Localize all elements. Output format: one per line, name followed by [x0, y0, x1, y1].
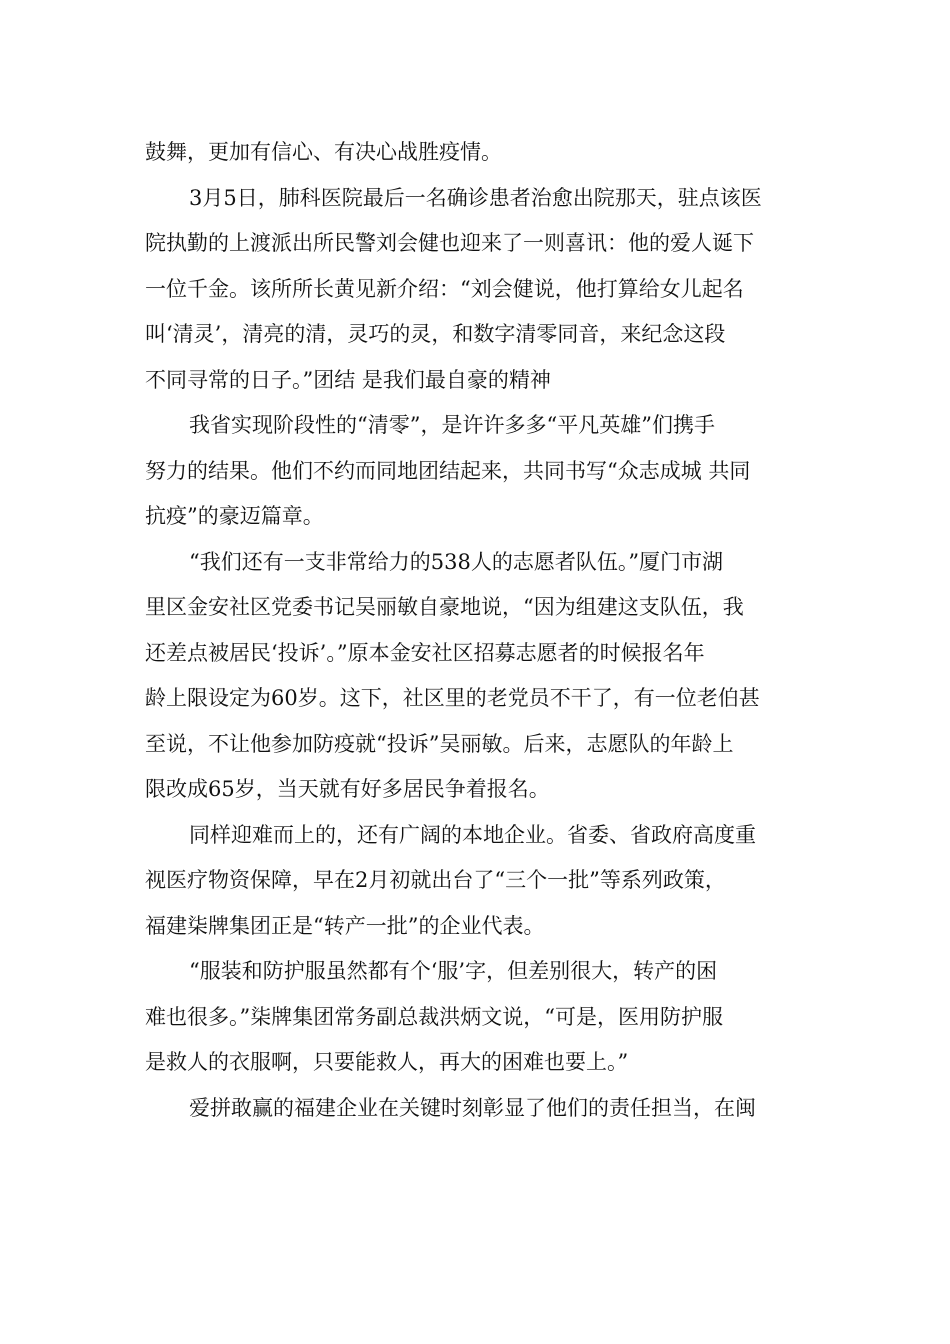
text-line: 视医疗物资保障，早在2月初就出台了“三个一批”等系列政策，	[145, 868, 726, 892]
text-line: 叫‘清灵’，清亮的清，灵巧的灵，和数字清零同音，来纪念这段	[145, 322, 726, 346]
text-line: “我们还有一支非常给力的538人的志愿者队伍。”厦门市湖	[189, 549, 724, 574]
text-line: 我省实现阶段性的“清零”，是许许多多“平凡英雄”们携手	[189, 413, 715, 437]
text-line: 一位千金。该所所长黄见新介绍：“刘会健说，他打算给女儿起名	[145, 276, 744, 301]
text-line: 3月5日，肺科医院最后一名确诊患者治愈出院那天，驻点该医	[189, 185, 762, 210]
text-line: 还差点被居民‘投诉’。”原本金安社区招募志愿者的时候报名年	[145, 640, 705, 665]
text-line: 鼓舞，更加有信心、有决心战胜疫情。	[145, 140, 502, 164]
text-line: 是救人的衣服啊，只要能救人，再大的困难也要上。”	[145, 1050, 629, 1074]
text-line: 同样迎难而上的，还有广阔的本地企业。省委、省政府高度重	[189, 822, 756, 847]
text-line: 福建柒牌集团正是“转产一批”的企业代表。	[145, 913, 545, 938]
text-line: 限改成65岁，当天就有好多居民争着报名。	[145, 777, 550, 801]
text-line: 爱拼敢赢的福建企业在关键时刻彰显了他们的责任担当，在闽	[189, 1095, 756, 1120]
text-line: 难也很多。”柒牌集团常务副总裁洪炳文说，“可是，医用防护服	[145, 1004, 723, 1029]
text-line: 院执勤的上渡派出所民警刘会健也迎来了一则喜讯：他的爱人诞下	[145, 231, 754, 255]
text-line: “服装和防护服虽然都有个‘服’字，但差别很大，转产的困	[189, 959, 718, 983]
body-text	[145, 130, 810, 1131]
text-line: 努力的结果。他们不约而同地团结起来，共同书写“众志成城 共同	[145, 458, 751, 483]
text-line: 不同寻常的日子。”团结 是我们最自豪的精神	[145, 367, 551, 392]
text-line: 至说，不让他参加防疫就“投诉”吴丽敏。后来，志愿队的年龄上	[145, 731, 734, 756]
text-line: 龄上限设定为60岁。这下，社区里的老党员不干了，有一位老伯甚	[145, 686, 760, 710]
text-line: 抗疫”的豪迈篇章。	[145, 504, 324, 528]
text-line: 里区金安社区党委书记吴丽敏自豪地说，“因为组建这支队伍，我	[145, 595, 744, 619]
